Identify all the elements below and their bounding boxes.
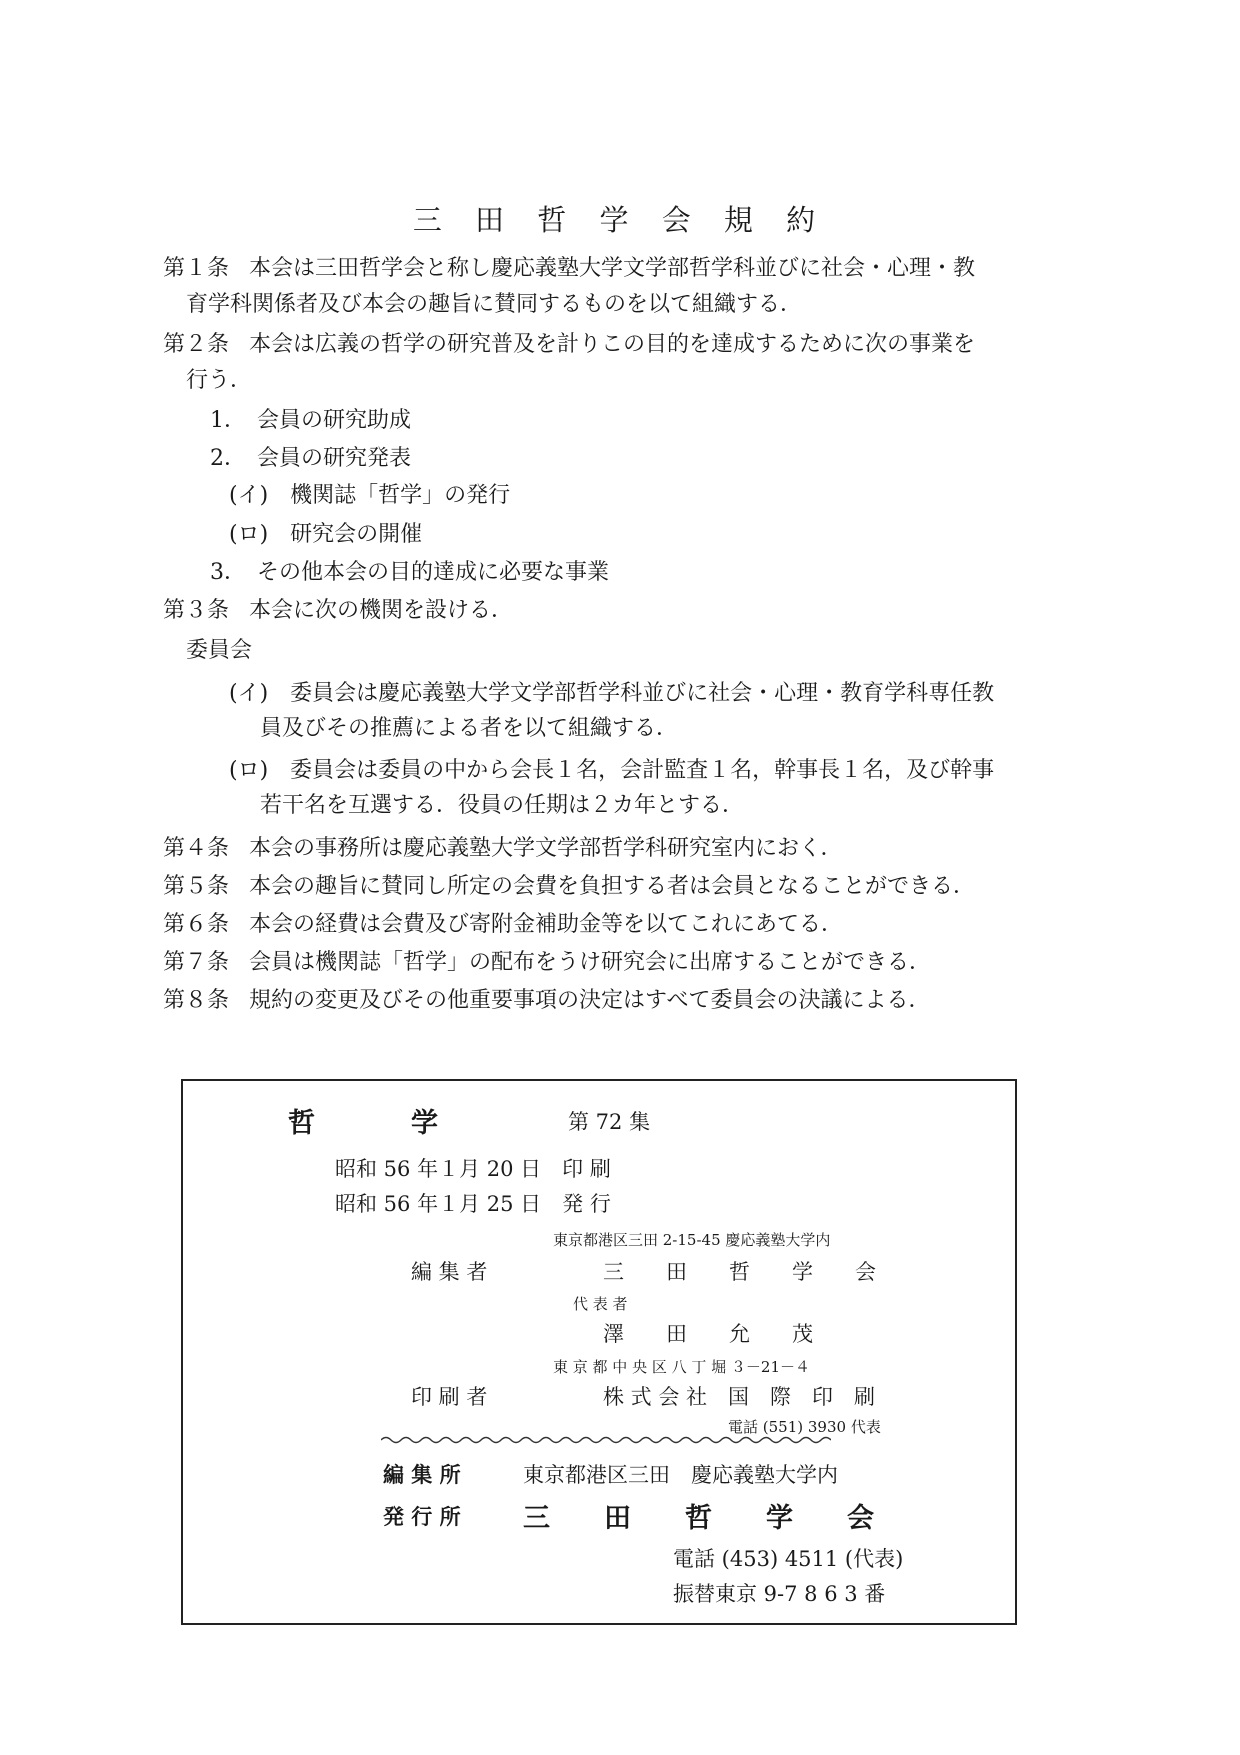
article-5-text: 本会の趣旨に賛同し所定の会費を負担する者は会員となることができる． [249,874,976,899]
article-3-number: 第３条 [163,598,230,623]
article-2-item-3: 3． その他本会の目的達成に必要な事業 [210,560,609,585]
transfer-account: 振替東京 9-7 8 6 3 番 [673,1582,886,1606]
wavy-divider [381,1434,831,1446]
editor-label: 編 集 者 [411,1260,488,1284]
editorial-office-label: 編 集 所 [383,1462,461,1487]
article-3-subheading: 委員会 [186,638,253,663]
article-8-line [163,990,931,1012]
article-3-item-b-line-2: 若干名を互選する．役員の任期は２カ年とする． [260,793,745,818]
article-2-item-2a: (イ) 機関誌「哲学」の発行 [229,483,511,508]
article-2-number: 第２条 [163,332,230,357]
article-7-text: 会員は機関誌「哲学」の配布をうけ研究会に出席することができる． [249,950,932,975]
article-5-number: 第５条 [163,874,230,899]
article-1-number: 第１条 [163,256,230,281]
editorial-office-address: 東京都港区三田 慶応義塾大学内 [523,1463,838,1487]
article-1-text-1: 本会は三田哲学会と称し慶応義塾大学文学部哲学科並びに社会・心理・教 [249,256,976,281]
printer-address: 東 京 都 中 央 区 八 丁 堀 ３－21－４ [553,1358,811,1376]
representative-label: 代 表 者 [573,1295,628,1313]
representative-name: 澤 田 允 茂 [603,1322,813,1346]
article-2-text-1: 本会は広義の哲学の研究普及を計りこの目的を達成するために次の事業を [249,332,976,357]
publisher-phone: 電話 (453) 4511 (代表) [673,1547,904,1571]
article-6-text: 本会の経費は会費及び寄附金補助金等を以てこれにあてる． [249,912,844,937]
article-2-line-2: 行う． [186,368,253,393]
journal-title-char-2: 学 [411,1108,438,1139]
article-3-item-a-line-2: 員及びその推薦による者を以て組織する． [260,716,679,741]
article-6-number: 第６条 [163,912,230,937]
article-1-line-1 [163,258,975,280]
article-6-line [163,914,843,936]
editor-name: 三 田 哲 学 会 [603,1260,876,1284]
journal-title-char-1: 哲 [288,1108,315,1139]
article-7-number: 第７条 [163,950,230,975]
printer-phone: 電話 (551) 3930 代表 [728,1418,881,1436]
article-3-item-a-line-1: (イ) 委員会は慶応義塾大学文学部哲学科並びに社会・心理・教育学科専任教 [229,681,995,706]
article-8-number: 第８条 [163,988,230,1013]
article-4-text: 本会の事務所は慶応義塾大学文学部哲学科研究室内におく． [249,836,843,861]
publisher-label: 発 行 所 [383,1504,461,1529]
article-2-item-1: 1． 会員の研究助成 [210,408,411,433]
article-3-line-1 [163,600,513,622]
article-3-item-b-line-1: (ロ) 委員会は委員の中から会長１名，会計監査１名，幹事長１名，及び幹事 [229,758,995,783]
article-4-line [163,838,843,860]
article-4-number: 第４条 [163,836,230,861]
document-title: 三 田 哲 学 会 規 約 [412,203,828,237]
article-2-item-2b: (ロ) 研究会の開催 [229,522,423,547]
printer-label: 印 刷 者 [411,1385,488,1409]
colophon-box [181,1079,1017,1625]
article-2-item-2: 2． 会員の研究発表 [210,446,411,471]
editor-address: 東京都港区三田 2-15-45 慶応義塾大学内 [553,1231,831,1249]
article-1-line-2: 育学科関係者及び本会の趣旨に賛同するものを以て組織する． [186,292,803,317]
article-5-line [163,876,975,898]
article-8-text: 規約の変更及びその他重要事項の決定はすべて委員会の決議による． [249,988,931,1013]
article-7-line [163,952,931,974]
printer-name: 株 式 会 社 国 際 印 刷 [603,1385,876,1409]
volume-number: 第 72 集 [568,1110,651,1134]
issue-date: 昭和 56 年１月 25 日 発 行 [335,1192,611,1216]
article-3-text-1: 本会に次の機関を設ける． [249,598,514,623]
print-date: 昭和 56 年１月 20 日 印 刷 [335,1157,611,1181]
publisher-name: 三 田 哲 学 会 [523,1503,874,1534]
article-2-line-1 [163,334,975,356]
